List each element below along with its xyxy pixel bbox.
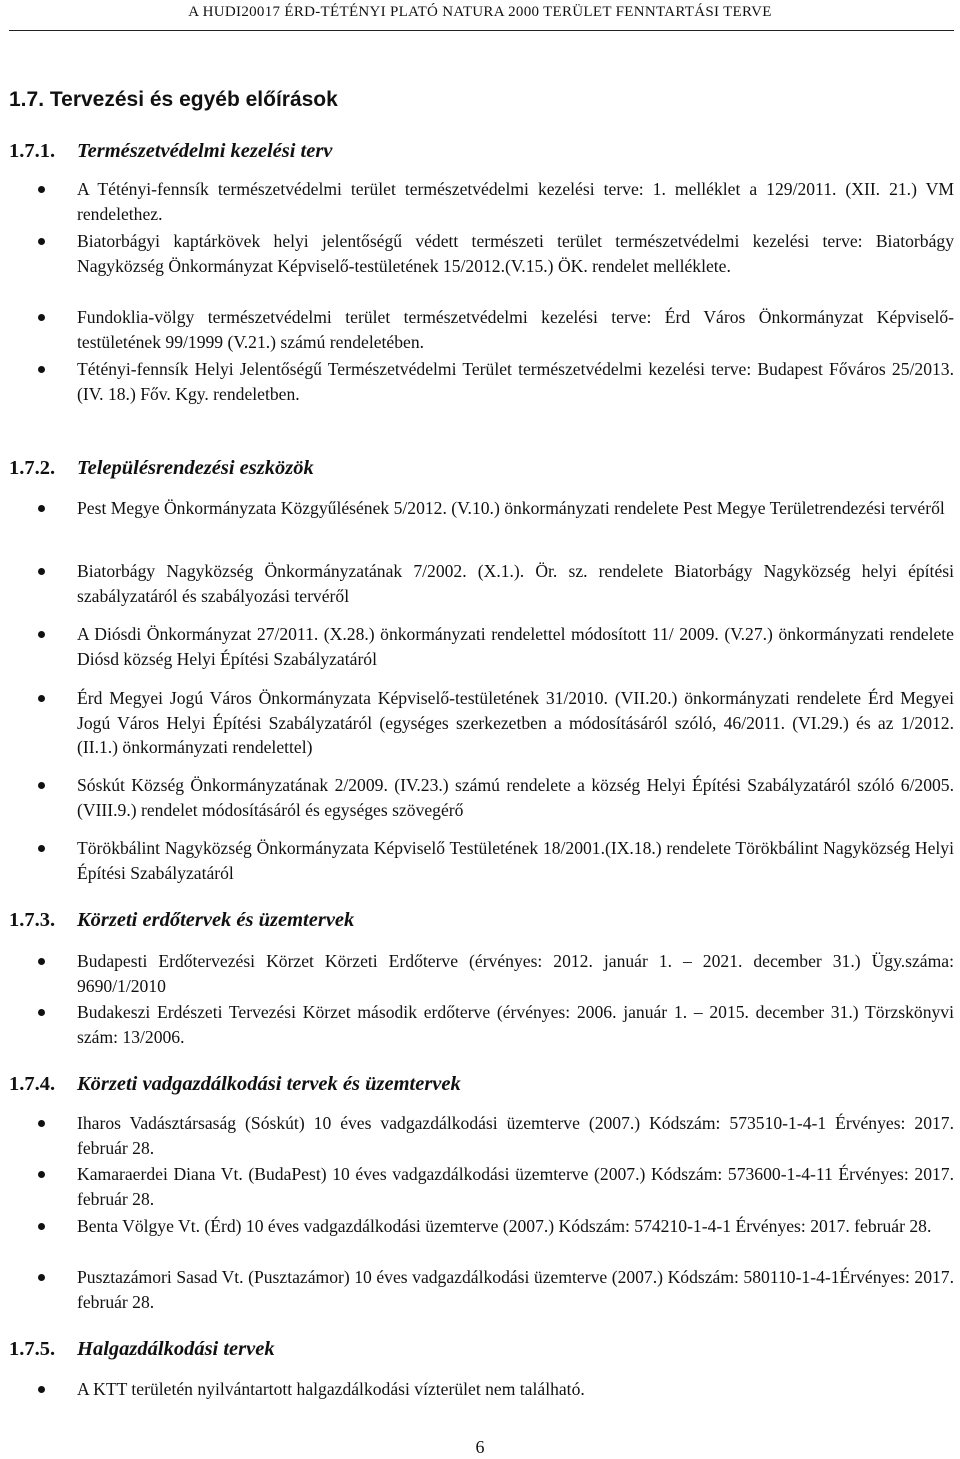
bullet-icon: [38, 1223, 45, 1230]
subsection-title: Körzeti vadgazdálkodási tervek és üzemtervek: [77, 1073, 461, 1095]
list-item: Iharos Vadásztársaság (Sóskút) 10 éves vadgazdálkodási üzemterve (2007.) Kódszám: 573510-1-4-1 Érvényes: 2017. február 28.: [38, 1111, 954, 1160]
subsection-title: Településrendezési eszközök: [77, 457, 314, 479]
subsection-number: 1.7.1.: [9, 140, 56, 162]
section-title: Tervezési és egyéb előírások: [49, 88, 338, 111]
subsection-heading-1-7-2: [9, 457, 314, 480]
bullet-icon: [38, 1009, 45, 1016]
bullet-icon: [38, 1274, 45, 1281]
bullet-icon: [38, 782, 45, 789]
page-number: 6: [475, 1437, 485, 1457]
subsection-heading-1-7-1: [9, 140, 332, 163]
list-item: Biatorbágy Nagyközség Önkormányzatának 7/2002. (X.1.). Ör. sz. rendelete Biatorbágy Nagyközség helyi építési szabályzatáról és szabályozási tervéről: [38, 559, 954, 608]
bullet-icon: [38, 568, 45, 575]
list-item: Budapesti Erdőtervezési Körzet Körzeti Erdőterve (érvényes: 2012. január 1. – 2021. december 31.) Ügy.száma: 9690/1/2010: [38, 949, 954, 998]
list-item: Tétényi-fennsík Helyi Jelentőségű Természetvédelmi Terület természetvédelmi kezelési terve: Budapest Főváros 25/2013. (IV. 18.) Főv. Kgy. rendeletben.: [38, 357, 954, 406]
bullet-icon: [38, 1386, 45, 1393]
section-heading: [9, 88, 338, 112]
bullet-icon: [38, 314, 45, 321]
page-header: A HUDI20017 ÉRD-TÉTÉNYI PLATÓ NATURA 2000 TERÜLET FENNTARTÁSI TERVE: [188, 4, 772, 20]
list-item: A Tétényi-fennsík természetvédelmi terület természetvédelmi kezelési terve: 1. melléklet a 129/2011. (XII. 21.) VM rendelethez.: [38, 177, 954, 226]
subsection-heading-1-7-5: [9, 1338, 275, 1361]
subsection-heading-1-7-4: [9, 1073, 461, 1096]
list-item: Törökbálint Nagyközség Önkormányzata Képviselő Testületének 18/2001.(IX.18.) rendelete Törökbálint Nagyközség Helyi Építési Szabályzatáról: [38, 836, 954, 885]
bullet-icon: [38, 958, 45, 965]
bullet-icon: [38, 1120, 45, 1127]
list-item: Pusztazámori Sasad Vt. (Pusztazámor) 10 éves vadgazdálkodási üzemterve (2007.) Kódszám: 580110-1-4-1Érvényes: 2017. február 28.: [38, 1265, 954, 1314]
header-divider: [9, 30, 954, 31]
bullet-icon: [38, 695, 45, 702]
list-item: Benta Völgye Vt. (Érd) 10 éves vadgazdálkodási üzemterve (2007.) Kódszám: 574210-1-4-1 Érvényes: 2017. február 28.: [38, 1214, 954, 1239]
bullet-icon: [38, 238, 45, 245]
section-number: 1.7.: [9, 88, 45, 111]
list-item: Fundoklia-völgy természetvédelmi terület természetvédelmi kezelési terve: Érd Város Önkormányzat Képviselő-testületének 99/1999 (V.21.) számú rendeletében.: [38, 305, 954, 354]
subsection-number: 1.7.4.: [9, 1073, 56, 1095]
subsection-title: Körzeti erdőtervek és üzemtervek: [77, 909, 355, 931]
bullet-icon: [38, 186, 45, 193]
subsection-heading-1-7-3: [9, 909, 354, 932]
subsection-number: 1.7.2.: [9, 457, 56, 479]
list-item: Sóskút Község Önkormányzatának 2/2009. (IV.23.) számú rendelete a község Helyi Építési Szabályzatáról szóló 6/2005.(VIII.9.) rendelet módosításáról és egységes szövegérő: [38, 773, 954, 822]
list-item: Pest Megye Önkormányzata Közgyűlésének 5/2012. (V.10.) önkormányzati rendelete Pest Megye Területrendezési tervéről: [38, 496, 954, 521]
list-item: Érd Megyei Jogú Város Önkormányzata Képviselő-testületének 31/2010. (VII.20.) önkormányzati rendelete Érd Megyei Jogú Város Helyi Építési Szabályzatáról (egységes szerkezetben a módosításáról szóló, 46/2011. (VI.29.) és az 1/2012. (II.1.) önkormányzati rendelettel): [38, 686, 954, 760]
subsection-title: Természetvédelmi kezelési terv: [77, 140, 333, 162]
bullet-icon: [38, 1171, 45, 1178]
list-item: Biatorbágyi kaptárkövek helyi jelentőségű védett természeti terület természetvédelmi kezelési terve: Biatorbágy Nagyközség Önkormányzat Képviselő-testületének 15/2012.(V.15.) ÖK. rendelet melléklete.: [38, 229, 954, 278]
subsection-title: Halgazdálkodási tervek: [77, 1338, 275, 1360]
list-item: A Diósdi Önkormányzat 27/2011. (X.28.) önkormányzati rendelettel módosított 11/ 2009. (V.27.) önkormányzati rendelete Diósd község Helyi Építési Szabályzatáról: [38, 622, 954, 671]
bullet-icon: [38, 845, 45, 852]
bullet-icon: [38, 505, 45, 512]
subsection-number: 1.7.5.: [9, 1338, 56, 1360]
bullet-icon: [38, 631, 45, 638]
subsection-number: 1.7.3.: [9, 909, 56, 931]
list-item: A KTT területén nyilvántartott halgazdálkodási vízterület nem található.: [38, 1377, 954, 1402]
list-item: Budakeszi Erdészeti Tervezési Körzet második erdőterve (érvényes: 2006. január 1. – 2015. december 31.) Törzskönyvi szám: 13/2006.: [38, 1000, 954, 1049]
bullet-icon: [38, 366, 45, 373]
list-item: Kamaraerdei Diana Vt. (BudaPest) 10 éves vadgazdálkodási üzemterve (2007.) Kódszám: 573600-1-4-11 Érvényes: 2017. február 28.: [38, 1162, 954, 1211]
